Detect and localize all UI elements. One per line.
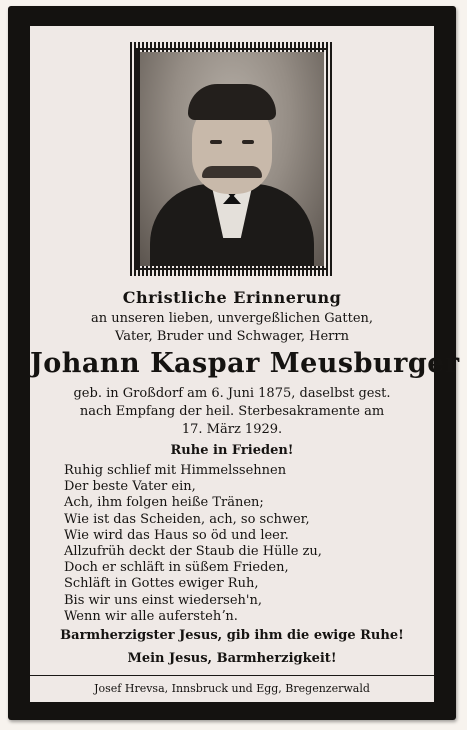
- memorial-card: [8, 6, 460, 720]
- rest-in-peace: Ruhe in Frieden!: [170, 443, 294, 458]
- intro-line-2: Vater, Bruder und Schwager, Herrn: [115, 329, 349, 344]
- death-line: nach Empfang der heil. Sterbesakramente am: [79, 404, 385, 419]
- prayer-line-2: Mein Jesus, Barmherzigkeit!: [127, 651, 337, 666]
- poem-line: Wenn wir alle auferstehʼn.: [64, 608, 238, 624]
- portrait-photo: [140, 52, 324, 266]
- poem-line: Der beste Vater ein,: [64, 479, 196, 495]
- intro-line-1: an unseren lieben, unvergeßlichen Gatten,: [90, 311, 374, 326]
- poem: [64, 463, 424, 625]
- poem-line: Ruhig schlief mit Himmelssehnen: [64, 463, 287, 478]
- portrait-frame: [130, 42, 334, 276]
- death-date: 17. März 1929.: [181, 422, 283, 437]
- poem-line: Wie ist das Scheiden, ach, so schwer,: [64, 511, 310, 527]
- card-panel: [30, 26, 460, 702]
- poem-line: Ach, ihm folgen heiße Tränen;: [64, 495, 264, 511]
- divider: [30, 675, 434, 676]
- poem-line: Doch er schläft in süßem Frieden,: [64, 560, 289, 576]
- poem-line: Allzufrüh deckt der Staub die Hülle zu,: [64, 544, 322, 560]
- birth-line: geb. in Großdorf am 6. Juni 1875, daselbst gest.: [73, 386, 391, 401]
- deceased-name: Johann Kaspar Meusburger: [30, 348, 460, 379]
- card-heading: Christliche Erinnerung: [122, 288, 342, 307]
- printer-credit: Josef Hrevsa, Innsbruck und Egg, Bregenzerwald: [94, 682, 370, 695]
- poem-line: Schläft in Gottes ewiger Ruh,: [64, 576, 259, 592]
- prayer-line-1: Barmherzigster Jesus, gib ihm die ewige Ruhe!: [60, 628, 404, 643]
- poem-line: Bis wir uns einst wiederseh'n,: [64, 592, 262, 608]
- poem-line: Wie wird das Haus so öd und leer.: [64, 527, 289, 543]
